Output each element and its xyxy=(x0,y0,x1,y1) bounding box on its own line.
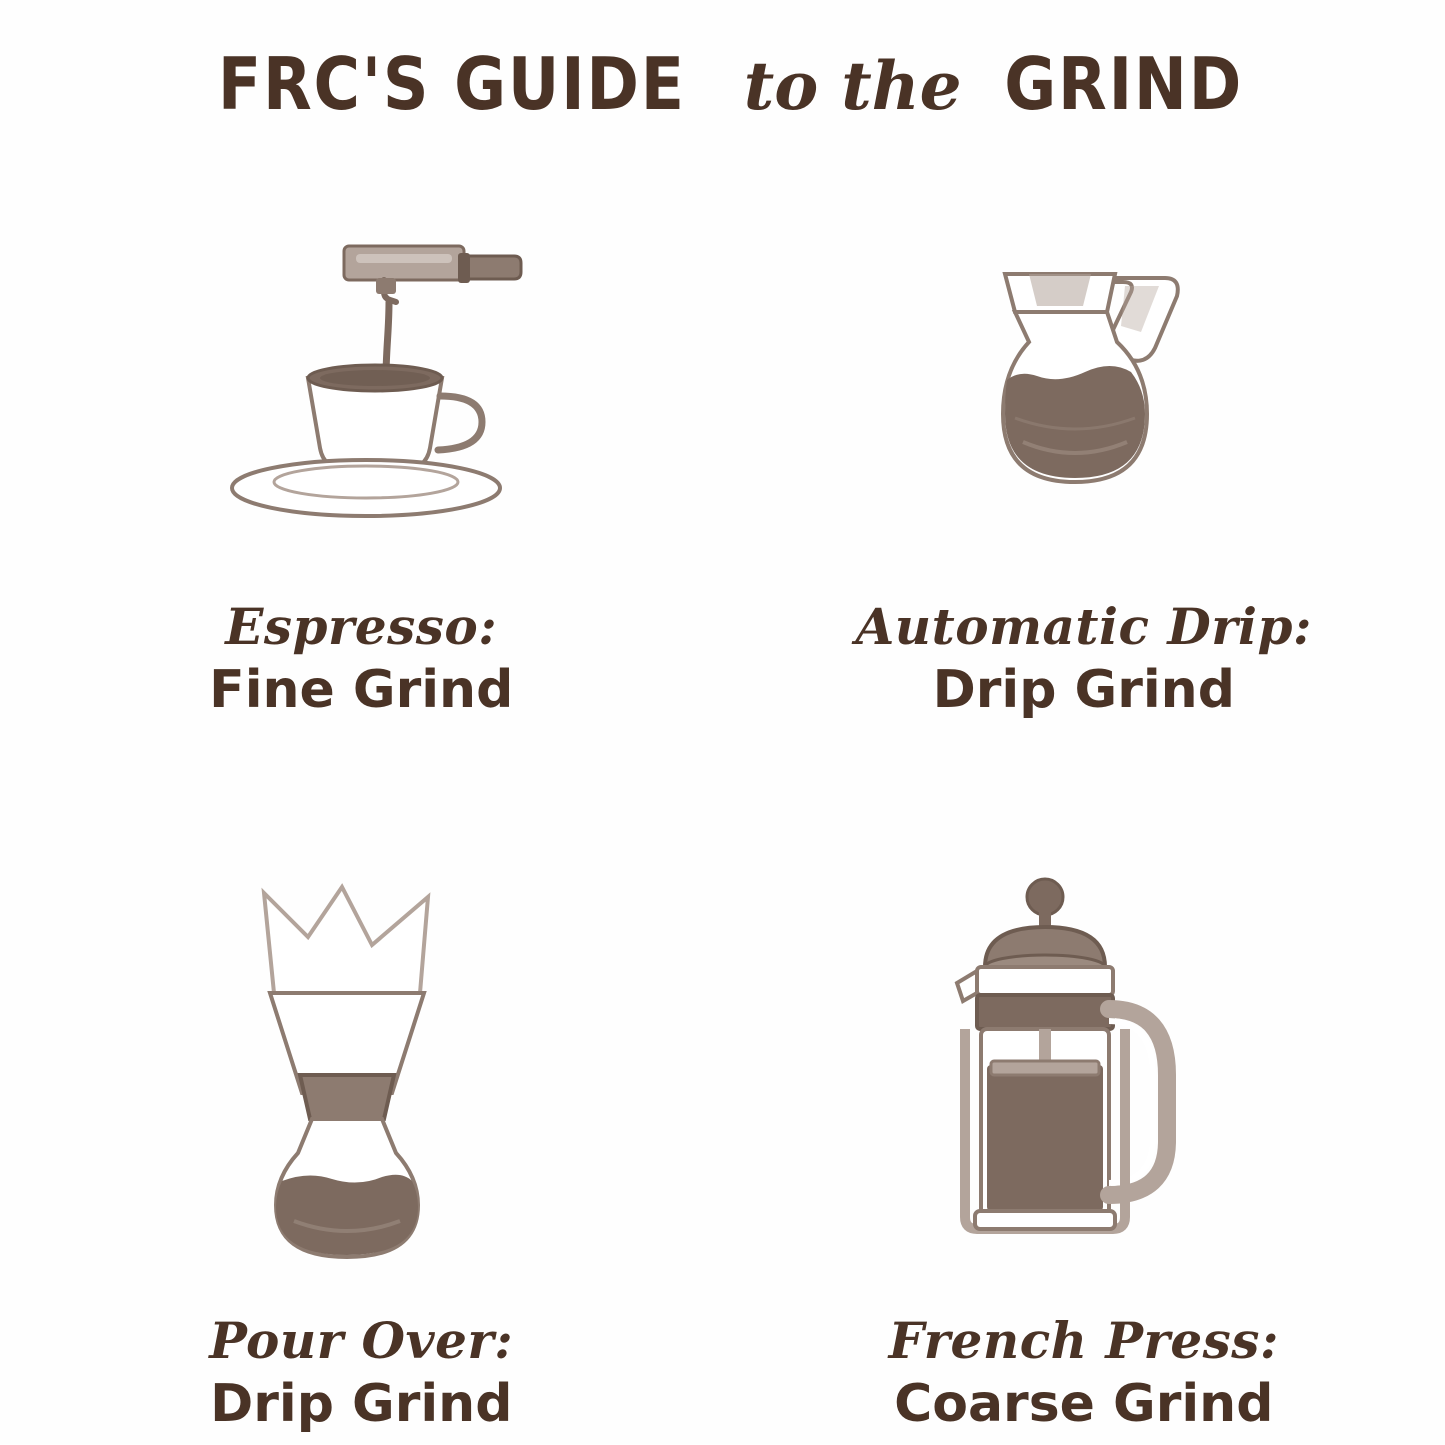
methods-grid xyxy=(0,175,1445,1445)
page-title-part3: GRIND xyxy=(1004,48,1243,120)
caption-pour-over xyxy=(209,1313,513,1433)
grind-name: Drip Grind xyxy=(856,661,1312,719)
method-card-french-press xyxy=(723,810,1445,1445)
grind-name: Coarse Grind xyxy=(889,1375,1279,1433)
method-card-espresso xyxy=(0,175,723,810)
method-name: French Press: xyxy=(889,1313,1279,1369)
method-name: Automatic Drip: xyxy=(856,599,1312,655)
grind-name: Drip Grind xyxy=(209,1375,513,1433)
page-title-part1: FRC'S GUIDE xyxy=(218,48,686,120)
caption-automatic-drip xyxy=(856,599,1312,719)
method-name: Espresso: xyxy=(209,599,513,655)
espresso-machine-icon xyxy=(196,205,526,565)
drip-carafe-icon xyxy=(919,205,1249,565)
method-card-pour-over xyxy=(0,810,723,1445)
caption-french-press xyxy=(889,1313,1279,1433)
grind-name: Fine Grind xyxy=(209,661,513,719)
caption-espresso xyxy=(209,599,513,719)
page-title-part2: to the xyxy=(744,47,962,125)
page-title xyxy=(0,48,1445,120)
pour-over-chemex-icon xyxy=(196,865,526,1285)
method-name: Pour Over: xyxy=(209,1313,513,1369)
method-card-automatic-drip xyxy=(723,175,1445,810)
french-press-icon xyxy=(919,865,1249,1285)
